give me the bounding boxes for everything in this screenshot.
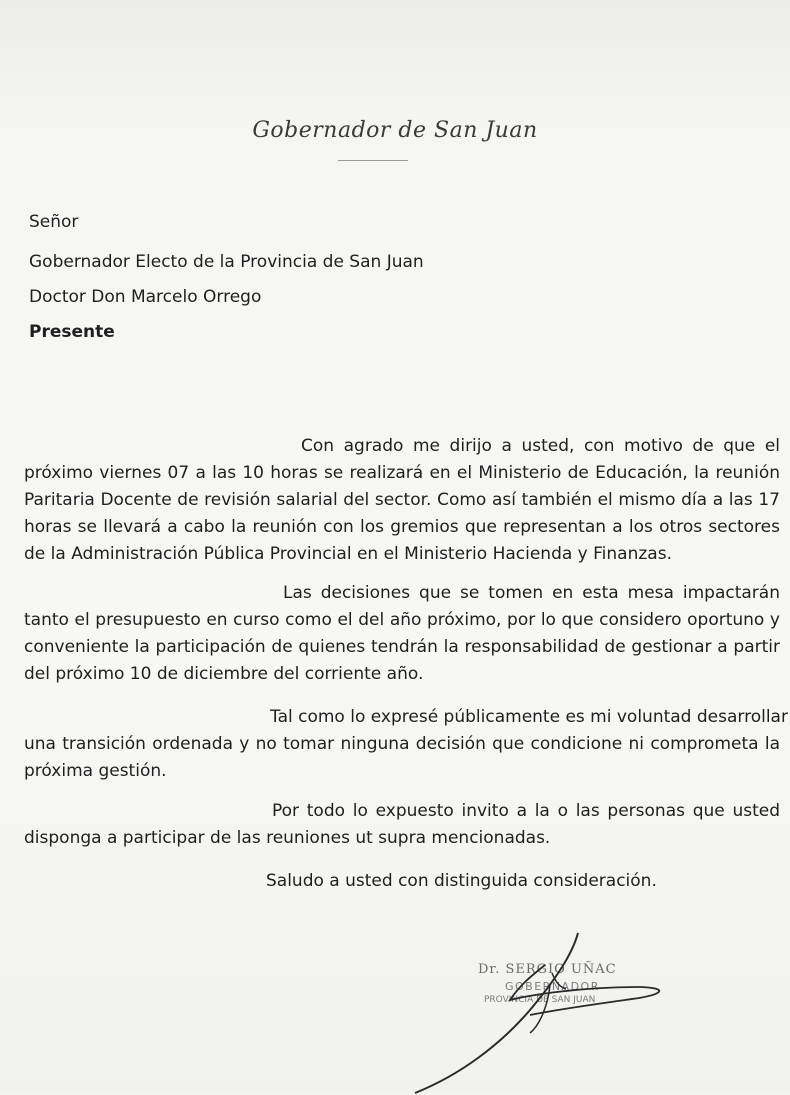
paragraph-2-line: del próximo 10 de diciembre del corriente año. [24, 664, 424, 684]
paragraph-2-line: tanto el presupuesto en curso como el del año próximo, por lo que considero oportuno y [24, 610, 780, 630]
paragraph-1-line: Paritaria Docente de revisión salarial del sector. Como así también el mismo día a las 17 [24, 490, 780, 510]
paragraph-3-line: próxima gestión. [24, 761, 167, 781]
signatory-role: GOBERNADOR [505, 980, 600, 993]
letterhead-divider [338, 160, 408, 161]
recipient-presente: Presente [29, 322, 115, 342]
paragraph-3-line: una transición ordenada y no tomar ninguna decisión que condicione ni comprometa la [24, 734, 780, 754]
paragraph-2-line: Las decisiones que se tomen en esta mesa impactarán [283, 583, 780, 603]
recipient-title: Gobernador Electo de la Provincia de San Juan [29, 252, 424, 272]
signatory-name: Dr. SERGIO UÑAC [478, 962, 617, 977]
closing-line: Saludo a usted con distinguida consideración. [266, 871, 657, 891]
paragraph-1-line: próximo viernes 07 a las 10 horas se realizará en el Ministerio de Educación, la reunión [24, 463, 780, 483]
paragraph-1-line: horas se llevará a cabo la reunión con los gremios que representan a los otros sectores [24, 517, 780, 537]
letterhead-title: Gobernador de San Juan [252, 118, 538, 143]
paragraph-2-line: conveniente la participación de quienes tendrán la responsabilidad de gestionar a partir [24, 637, 780, 657]
paragraph-1-line: de la Administración Pública Provincial en el Ministerio Hacienda y Finanzas. [24, 544, 672, 564]
paragraph-4-line: Por todo lo expuesto invito a la o las personas que usted [272, 801, 780, 821]
salutation-line: Señor [29, 212, 79, 232]
paragraph-3-line: Tal como lo expresé públicamente es mi voluntad desarrollar [270, 707, 788, 727]
paragraph-1-line: Con agrado me dirijo a usted, con motivo de que el [301, 436, 780, 456]
signatory-province: PROVINCIA DE SAN JUAN [484, 995, 596, 1005]
paragraph-4-line: disponga a participar de las reuniones ut supra mencionadas. [24, 828, 551, 848]
recipient-name: Doctor Don Marcelo Orrego [29, 287, 262, 307]
handwritten-signature [380, 925, 680, 1095]
